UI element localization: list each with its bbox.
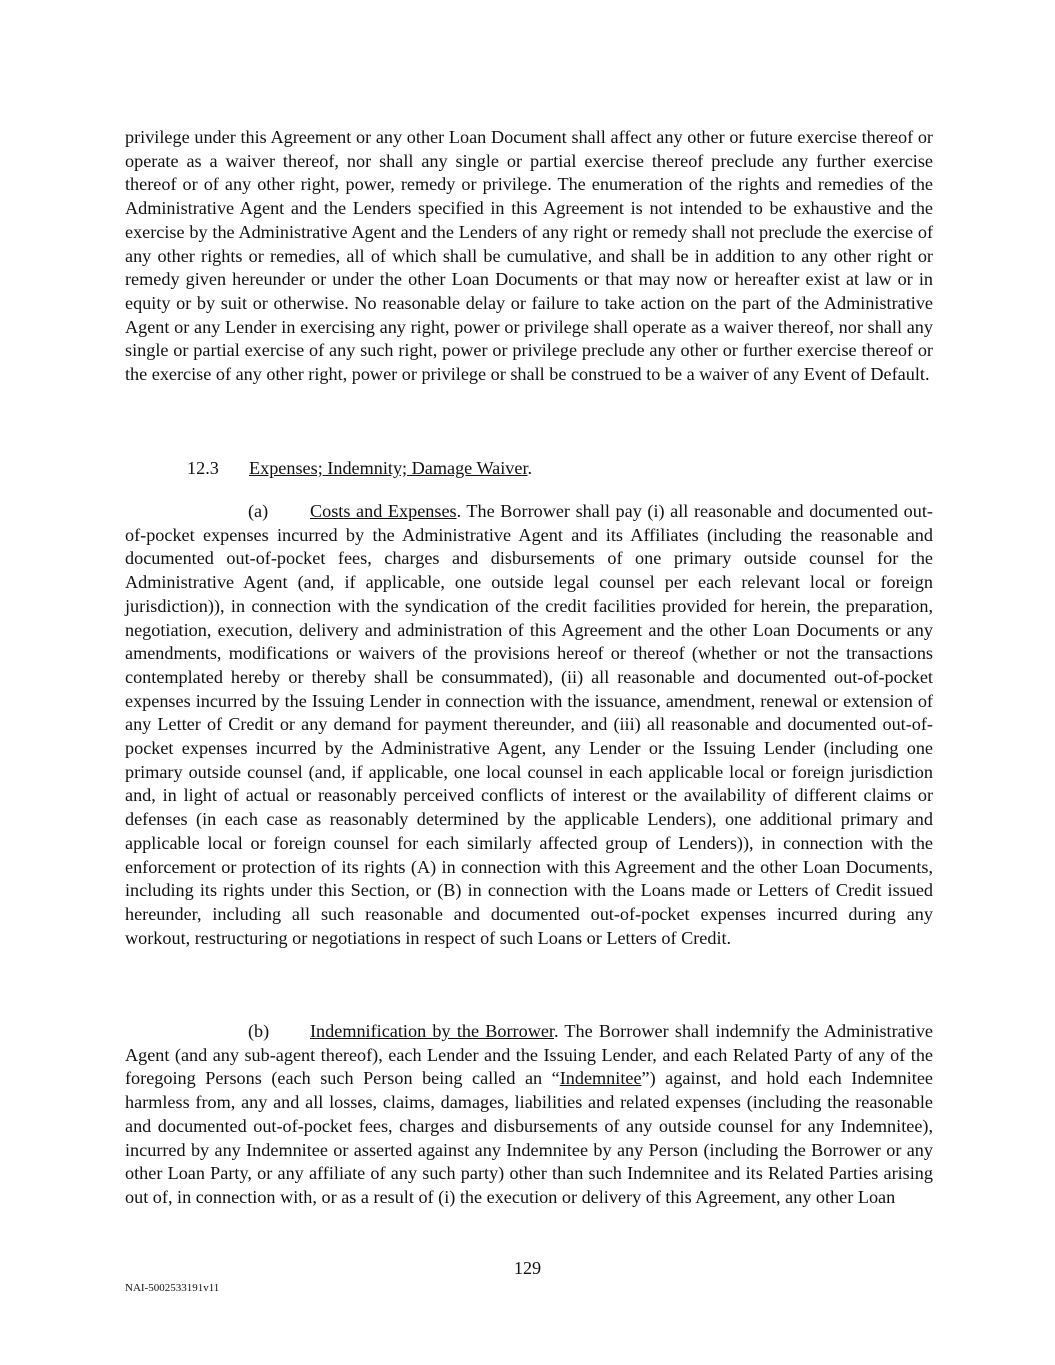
subsection-b-label: (b): [248, 1021, 270, 1041]
page-number: 129: [513, 1258, 542, 1278]
section-heading: [187, 457, 532, 481]
section-title: Expenses; Indemnity; Damage Waiver: [249, 458, 528, 478]
subsection-b-body-2: ”) against, and hold each Indemnitee harmless from, any and all losses, claims, damages, liabilities and related expenses (including the reasonable and documented out-of-pocket fees, charges and disbursements of any outside counsel for any Indemnitee), incurred by any Indemnitee or asserted against any Indemnitee by any Person (including the Borrower or any other Loan Party, or any affiliate of any such party) other than such Indemnitee and its Related Parties arising out of, in connection with, or as a result of (i) the execution or delivery of this Agreement, any other Loan: [125, 1068, 933, 1207]
defined-term-indemnitee: Indemnitee: [559, 1068, 642, 1089]
subsection-a-body: . The Borrower shall pay (i) all reasonable and documented out-of-pocket expenses incurred by the Administrative Agent and its Affiliates (including the reasonable and documented out-of-pocket fees, charges and disbursements of one primary outside counsel for the Administrative Agent (and, if applicable, one outside legal counsel per each relevant local or foreign jurisdiction)), in connection with the syndication of the credit facilities provided for herein, the preparation, negotiation, execution, delivery and administration of this Agreement and the other Loan Documents or any amendments, modifications or waivers of the provisions hereof or thereof (whether or not the transactions contemplated hereby or thereby shall be consummated), (ii) all reasonable and documented out-of-pocket expenses incurred by the Issuing Lender in connection with the issuance, amendment, renewal or extension of any Letter of Credit or any demand for payment thereunder, and (iii) all reasonable and documented out-of-pocket expenses incurred by the Administrative Agent, any Lender or the Issuing Lender (including one primary outside counsel (and, if applicable, one local counsel in each applicable local or foreign jurisdiction and, in light of actual or reasonably perceived conflicts of interest or the availability of different claims or defenses (in each case as reasonably determined by the applicable Lenders), one additional primary and applicable local or foreign counsel for each similarly affected group of Lenders)), in connection with the enforcement or protection of its rights (A) in connection with this Agreement and the other Loan Documents, including its rights under this Section, or (B) in connection with the Loans made or Letters of Credit issued hereunder, including all such reasonable and documented out-of-pocket expenses incurred during any workout, restructuring or negotiations in respect of such Loans or Letters of Credit.: [125, 501, 933, 948]
subsection-a-title: Costs and Expenses: [310, 501, 457, 521]
paragraph-continuation: privilege under this Agreement or any other Loan Document shall affect any other or future exercise thereof or operate as a waiver thereof, nor shall any single or partial exercise thereof preclude any further exercise thereof or of any other right, power, remedy or privilege. The enumeration of the rights and remedies of the Administrative Agent and the Lenders specified in this Agreement is not intended to be exhaustive and the exercise by the Administrative Agent and the Lenders of any right or remedy shall not preclude the exercise of any other rights or remedies, all of which shall be cumulative, and shall be in addition to any other right or remedy given hereunder or under the other Loan Documents or that may now or hereafter exist at law or in equity or by suit or otherwise. No reasonable delay or failure to take action on the part of the Administrative Agent or any Lender in exercising any right, power or privilege shall operate as a waiver thereof, nor shall any single or partial exercise of any such right, power or privilege preclude any other or further exercise thereof or the exercise of any other right, power or privilege or shall be construed to be a waiver of any Event of Default.: [125, 127, 933, 385]
subsection-a-label: (a): [248, 501, 269, 521]
section-title-period: .: [527, 458, 533, 478]
subsection-b-body-1: . The Borrower shall indemnify the Administrative Agent (and any sub-agent thereof), each Lender and the Issuing Lender, and each Related Party of any of the foregoing Persons (each such Person being called an “: [125, 1021, 933, 1089]
subsection-a: [125, 500, 933, 950]
section-number: 12.3: [187, 458, 219, 478]
document-id: NAI-5002533191v11: [125, 1282, 220, 1294]
subsection-b-title: Indemnification by the Borrower: [310, 1021, 554, 1041]
subsection-b: [125, 1020, 933, 1210]
